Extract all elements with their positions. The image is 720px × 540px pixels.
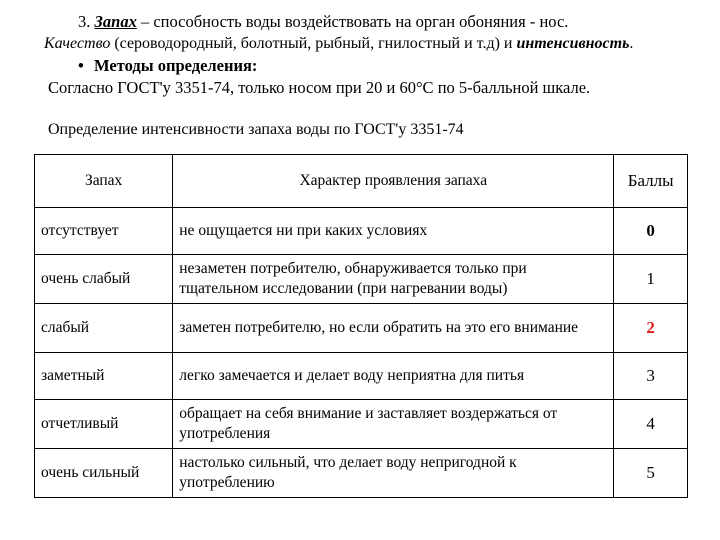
table-row — [35, 208, 688, 255]
method-description: Согласно ГОСТ'у 3351-74, только носом при 20 и 60°С по 5-балльной шкале. — [48, 78, 591, 97]
cell-description: настолько сильный, что делает воду непригодной к употреблению — [173, 449, 614, 498]
table-row — [35, 255, 688, 304]
cell-description: не ощущается ни при каких условиях — [173, 208, 614, 255]
cell-score: 4 — [614, 400, 688, 449]
table-row — [35, 353, 688, 400]
cell-description: заметен потребителю, но если обратить на это его внимание — [173, 304, 614, 353]
table-caption: Определение интенсивности запаха воды по ГОСТ'у 3351-74 — [48, 121, 464, 138]
cell-score: 1 — [614, 255, 688, 304]
header-score: Баллы — [614, 155, 688, 208]
intro-line-quality — [44, 34, 633, 54]
table-header-row — [35, 155, 688, 208]
cell-score: 3 — [614, 353, 688, 400]
cell-score: 0 — [614, 208, 688, 255]
cell-smell: очень сильный — [35, 449, 173, 498]
cell-score-highlighted: 2 — [614, 304, 688, 353]
methods-heading-text: Методы определения: — [94, 56, 258, 75]
cell-description: обращает на себя внимание и заставляет воздержаться от употребления — [173, 400, 614, 449]
smell-definition-text: – способность воды воздействовать на орган обоняния - нос. — [136, 12, 569, 31]
table-row — [35, 400, 688, 449]
cell-description: незаметен потребителю, обнаруживается только при тщательном исследовании (при нагревании воды) — [173, 255, 614, 304]
cell-smell: заметный — [35, 353, 173, 400]
term-quality: Качество — [44, 35, 111, 52]
cell-smell: отчетливый — [35, 400, 173, 449]
term-intensity: интенсивность — [516, 35, 630, 52]
bullet-icon: • — [78, 56, 84, 75]
table-row — [35, 304, 688, 353]
intro-line-smell-definition — [78, 12, 568, 32]
quality-types-text: (сероводородный, болотный, рыбный, гнилостный и т.д) и — [110, 35, 517, 52]
cell-smell: отсутствует — [35, 208, 173, 255]
cell-description: легко замечается и делает воду неприятна для питья — [173, 353, 614, 400]
cell-smell: очень слабый — [35, 255, 173, 304]
line-end-period: . — [629, 35, 634, 52]
cell-score: 5 — [614, 449, 688, 498]
header-description: Характер проявления запаха — [173, 155, 614, 208]
item-number: 3. — [78, 12, 91, 31]
term-smell: Запах — [94, 12, 137, 31]
smell-intensity-table — [34, 154, 688, 498]
methods-heading — [78, 56, 257, 76]
cell-smell: слабый — [35, 304, 173, 353]
table-row — [35, 449, 688, 498]
header-smell: Запах — [35, 155, 173, 208]
